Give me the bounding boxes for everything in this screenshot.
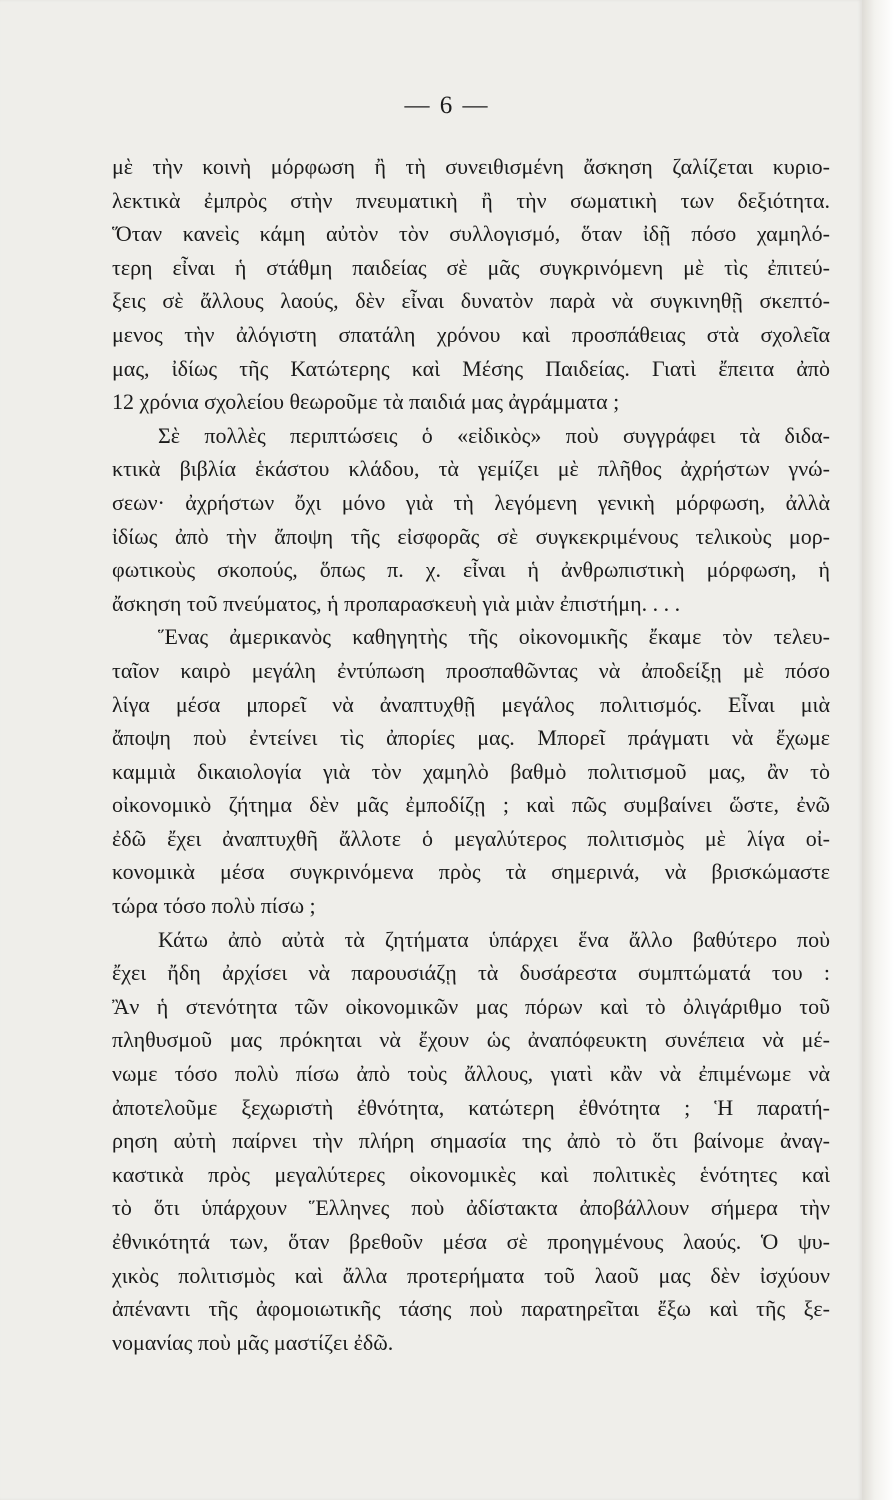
text-line: τὸ ὅτι ὑπάρχουν Ἕλληνες ποὺ ἀδίστακτα ἀποβάλλουν σήμερα τὴν [112, 1195, 830, 1221]
text-line: Σὲ πολλὲς περιπτώσεις ὁ «εἰδικὸς» ποὺ συγγράφει τὰ διδα- [158, 422, 830, 448]
text-line: Κάτω ἀπὸ αὐτὰ τὰ ζητήματα ὑπάρχει ἕνα ἄλλο βαθύτερο ποὺ [158, 926, 830, 952]
text-line: τώρα τόσο πολὺ πίσω ; [112, 893, 316, 919]
text-line: σεων· ἀχρήστων ὄχι μόνο γιὰ τὴ λεγόμενη γενικὴ μόρφωση, ἀλλὰ [112, 489, 830, 515]
text-line: Ἂν ἡ στενότητα τῶν οἰκονομικῶν μας πόρων καὶ τὸ ὀλιγάριθμο τοῦ [112, 993, 830, 1019]
text-line: ρηση αὐτὴ παίρνει τὴν πλήρη σημασία της ἀπὸ τὸ ὅτι βαίνομε ἀναγ- [112, 1128, 830, 1154]
text-line: ταῖον καιρὸ μεγάλη ἐντύπωση προσπαθῶντας νὰ ἀποδείξῃ μὲ πόσο [112, 657, 830, 683]
page-edge [862, 0, 894, 1500]
text-line: ἔχει ἤδη ἀρχίσει νὰ παρουσιάζῃ τὰ δυσάρεστα συμπτώματά του : [112, 960, 830, 986]
text-line: τερη εἶναι ἡ στάθμη παιδείας σὲ μᾶς συγκρινόμενη μὲ τὶς ἐπιτεύ- [112, 254, 830, 280]
text-line: ξεις σὲ ἄλλους λαούς, δὲν εἶναι δυνατὸν παρὰ νὰ συγκινηθῇ σκεπτό- [112, 288, 830, 314]
text-line: νομανίας ποὺ μᾶς μαστίζει ἐδῶ. [112, 1329, 394, 1355]
text-line: Ἕνας ἀμερικανὸς καθηγητὴς τῆς οἰκονομικῆς ἔκαμε τὸν τελευ- [158, 624, 830, 650]
text-line: 12 χρόνια σχολείου θεωροῦμε τὰ παιδιά μας ἀγράμματα ; [112, 389, 620, 415]
text-line: μας, ἰδίως τῆς Κατώτερης καὶ Μέσης Παιδείας. Γιατὶ ἔπειτα ἀπὸ [112, 355, 830, 381]
text-line: Ὅταν κανεὶς κάμη αὐτὸν τὸν συλλογισμό, ὅταν ἰδῇ πόσο χαμηλό- [112, 221, 830, 247]
text-line: ἀποτελοῦμε ξεχωριστὴ ἐθνότητα, κατώτερη ἐθνότητα ; Ἡ παρατή- [112, 1094, 830, 1120]
text-line: ἐθνικότητά των, ὅταν βρεθοῦν μέσα σὲ προηγμένους λαούς. Ὁ ψυ- [112, 1229, 830, 1254]
text-line: ἄσκηση τοῦ πνεύματος, ἡ προπαρασκευὴ γιὰ μιὰν ἐπιστήμη. . . . [112, 590, 681, 616]
text-line: ἐδῶ ἔχει ἀναπτυχθῆ ἄλλοτε ὁ μεγαλύτερος πολιτισμὸς μὲ λίγα οἰ- [112, 825, 830, 851]
text-line: ἄποψη ποὺ ἐντείνει τὶς ἀπορίες μας. Μπορεῖ πράγματι νὰ ἔχωμε [112, 725, 830, 751]
body-text [112, 150, 830, 1359]
text-line: καμμιὰ δικαιολογία γιὰ τὸν χαμηλὸ βαθμὸ πολιτισμοῦ μας, ἂν τὸ [112, 758, 830, 784]
page-number: — 6 — [404, 92, 490, 119]
text-line: καστικὰ πρὸς μεγαλύτερες οἰκονομικὲς καὶ πολιτικὲς ἑνότητες καὶ [112, 1161, 830, 1187]
text-line: μὲ τὴν κοινὴ μόρφωση ἢ τὴ συνειθισμένη ἄσκηση ζαλίζεται κυριο- [112, 154, 830, 179]
text-line: λεκτικὰ ἐμπρὸς στὴν πνευματικὴ ἢ τὴν σωματικὴ των δεξιότητα. [112, 187, 830, 213]
text-line: οἰκονομικὸ ζήτημα δὲν μᾶς ἐμποδίζῃ ; καὶ πῶς συμβαίνει ὥστε, ἐνῶ [112, 792, 830, 818]
text-line: νωμε τόσο πολὺ πίσω ἀπὸ τοὺς ἄλλους, γιατὶ κἂν νὰ ἐπιμένωμε νὰ [112, 1061, 830, 1087]
text-line: πληθυσμοῦ μας πρόκηται νὰ ἔχουν ὡς ἀναπόφευκτη συνέπεια νὰ μέ- [112, 1027, 830, 1053]
text-line: μενος τὴν ἀλόγιστη σπατάλη χρόνου καὶ προσπάθειας στὰ σχολεῖα [112, 321, 830, 347]
text-line: χικὸς πολιτισμὸς καὶ ἄλλα προτερήματα τοῦ λαοῦ μας δὲν ἰσχύουν [112, 1262, 830, 1288]
text-line: ἀπέναντι τῆς ἀφομοιωτικῆς τάσης ποὺ παρατηρεῖται ἔξω καὶ τῆς ξε- [112, 1296, 830, 1322]
text-line: κονομικὰ μέσα συγκρινόμενα πρὸς τὰ σημερινά, νὰ βρισκώμαστε [112, 859, 830, 885]
text-line: κτικὰ βιβλία ἑκάστου κλάδου, τὰ γεμίζει μὲ πλῆθος ἀχρήστων γνώ- [112, 456, 830, 482]
text-line: φωτικοὺς σκοπούς, ὅπως π. χ. εἶναι ἡ ἀνθρωπιστικὴ μόρφωση, ἡ [112, 557, 830, 583]
text-line: λίγα μέσα μπορεῖ νὰ ἀναπτυχθῇ μεγάλος πολιτισμός. Εἶναι μιὰ [112, 691, 830, 717]
text-line: ἰδίως ἀπὸ τὴν ἄποψη τῆς εἰσφορᾶς σὲ συγκεκριμένους τελικοὺς μορ- [112, 523, 830, 549]
